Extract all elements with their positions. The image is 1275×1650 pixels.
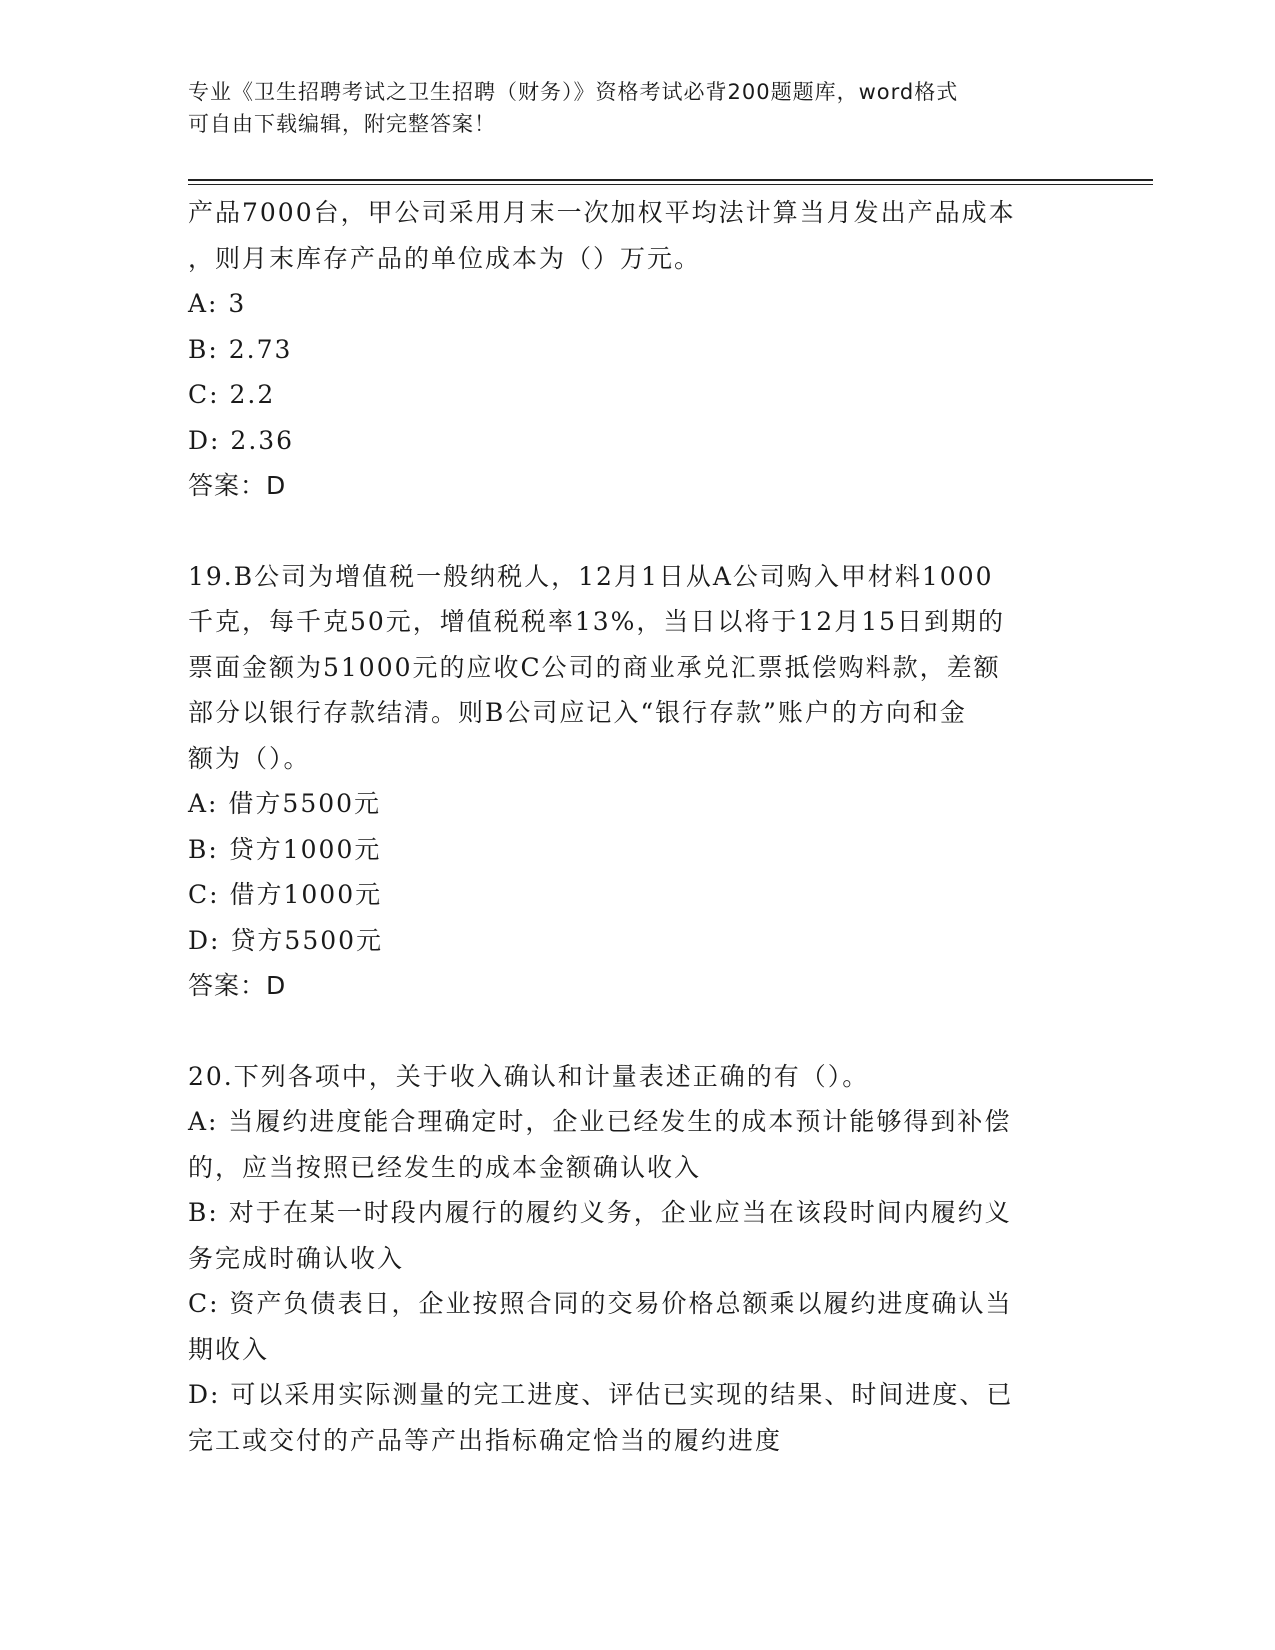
- spacer: [188, 1009, 1088, 1054]
- option-b: B: 对于在某一时段内履行的履约义务，企业应当在该段时间内履约义: [188, 1198, 1012, 1227]
- question-stem-line: 产品7000台，甲公司采用月末一次加权平均法计算当月发出产品成本: [188, 198, 1016, 227]
- header-divider-thin: [188, 184, 1153, 185]
- option-c: C: 借方1000元: [188, 880, 383, 909]
- option-b-continued: 务完成时确认收入: [188, 1243, 405, 1273]
- question-stem-line: 额为（）。: [188, 743, 311, 773]
- option-c-continued: 期收入: [188, 1334, 270, 1364]
- option-c: C: 2.2: [188, 380, 276, 409]
- header-divider-thick: [188, 179, 1153, 181]
- option-a-continued: 的，应当按照已经发生的成本金额确认收入: [188, 1152, 702, 1182]
- header-title-line-1: 专业《卫生招聘考试之卫生招聘（财务）》资格考试必背200题题库，word格式: [188, 80, 959, 104]
- question-stem-line: 部分以银行存款结清。则B公司应记入“银行存款”账户的方向和金: [188, 698, 967, 727]
- document-header: [188, 76, 1068, 140]
- question-stem-line: 19.B公司为增值税一般纳税人，12月1日从A公司购入甲材料1000: [188, 561, 994, 591]
- option-d-continued: 完工或交付的产品等产出指标确定恰当的履约进度: [188, 1425, 783, 1455]
- question-stem-line: 20.下列各项中，关于收入确认和计量表述正确的有（）。: [188, 1061, 870, 1091]
- option-b: B: 贷方1000元: [188, 834, 382, 864]
- spacer: [188, 509, 1088, 554]
- option-b: B: 2.73: [188, 334, 293, 364]
- option-a: A: 借方5500元: [188, 789, 382, 818]
- option-a: A: 3: [188, 289, 247, 318]
- option-a: A: 当履约进度能合理确定时，企业已经发生的成本预计能够得到补偿: [188, 1107, 1012, 1136]
- question-18: [188, 190, 1088, 509]
- document-body: [188, 190, 1088, 1463]
- option-d: D: 贷方5500元: [188, 925, 384, 955]
- question-19: [188, 554, 1088, 1009]
- option-c: C: 资产负债表日，企业按照合同的交易价格总额乘以履约进度确认当: [188, 1289, 1013, 1318]
- option-d: D: 2.36: [188, 425, 295, 455]
- option-d: D: 可以采用实际测量的完工进度、评估已实现的结果、时间进度、已: [188, 1380, 1014, 1409]
- question-stem-line: 千克，每千克50元，增值税税率13%，当日以将于12月15日到期的: [188, 607, 1006, 636]
- question-stem-line: ，则月末库存产品的单位成本为（）万元。: [188, 243, 702, 273]
- answer-label: 答案：D: [188, 971, 287, 1000]
- question-stem-line: 票面金额为51000元的应收C公司的商业承兑汇票抵偿购料款，差额: [188, 652, 1001, 682]
- answer-label: 答案：D: [188, 471, 287, 500]
- header-title-line-2: 可自由下载编辑，附完整答案！: [188, 112, 496, 136]
- question-20: [188, 1054, 1088, 1464]
